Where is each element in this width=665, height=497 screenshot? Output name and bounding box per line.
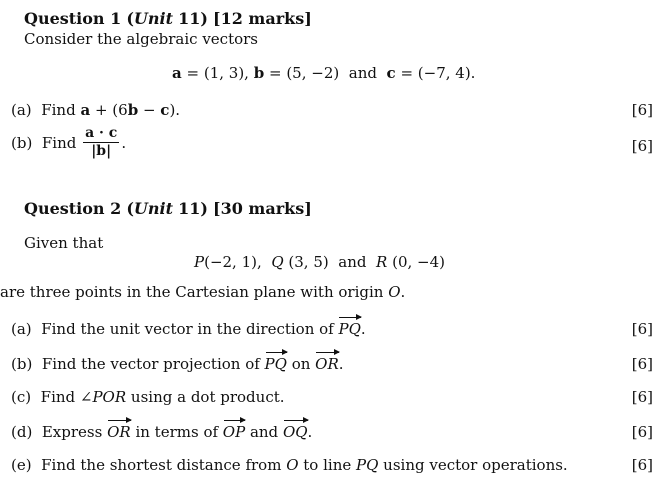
question-2-title: Question 2 [24,199,122,218]
unit-word: Unit [133,9,173,28]
expr-end: ). [169,101,181,119]
part-end: . [121,133,127,152]
fraction [83,126,119,160]
point-q-name: Q [271,253,284,271]
vector-b-value: = (5, −2) [264,64,340,82]
given-that: Given that [24,234,104,252]
part-label: (b) [11,133,33,152]
vector-pq: PQ [264,355,287,373]
question-2-part-d-marks: [6] [631,423,653,441]
part-text: Find the vector projection of [41,355,265,373]
vector-op: OP [222,423,246,441]
question-2-part-c-marks: [6] [631,388,653,406]
line-pq: PQ [356,456,379,474]
part-text: Express [41,423,108,441]
and-word: and [348,64,377,82]
question-2-part-e-marks: [6] [631,456,653,474]
point-p-name: P [194,253,205,271]
question-2-part-d [11,423,312,441]
expr-b: b [127,101,139,119]
question-1-header [24,9,312,28]
part-label: (c) [11,388,32,406]
part-text: Find ∠ [40,388,93,406]
part-text-end: using vector operations. [378,456,568,474]
expr-minus: − [138,101,161,119]
vector-or: OR [107,423,131,441]
angle-por: POR [92,388,127,406]
part-text-line: to line [298,456,356,474]
and-word: and [338,253,367,271]
question-1-intro: Consider the algebraic vectors [24,30,258,48]
origin-symbol: O [286,456,299,474]
fraction-numerator: a · c [83,126,119,143]
question-2-marks: [30 marks] [213,199,312,218]
question-1-title: Question 1 [24,9,122,28]
statement-end: . [400,283,406,301]
expr-c: c [160,101,170,119]
expr-a: a [80,101,91,119]
point-p-value: (−2, 1), [204,253,262,271]
part-text-end: using a dot product. [126,388,285,406]
part-label: (b) [11,355,33,373]
vector-a-value: = (1, 3), [181,64,249,82]
vector-or: OR [315,355,339,373]
vector-a-name: a [172,64,182,82]
part-label: (a) [11,101,32,119]
part-text-terms: in terms of [130,423,223,441]
part-text-on: on [286,355,316,373]
statement-text: are three points in the Cartesian plane with origin [0,283,389,301]
question-2-part-a-marks: [6] [631,320,653,338]
part-text-end: . [338,355,344,373]
vector-oq: OQ [282,423,308,441]
question-2-part-c [11,388,285,406]
point-r-value: (0, −4) [392,253,446,271]
unit-open-paren: ( [126,9,134,28]
question-2-part-b [11,355,344,373]
vector-definitions [172,64,475,82]
statement [0,283,405,301]
part-text: Find [41,101,81,119]
vector-c-value: = (−7, 4). [395,64,476,82]
unit-open-paren: ( [126,199,134,218]
part-text: Find the unit vector in the direction of [41,320,339,338]
vector-pq: PQ [338,320,361,338]
question-1-part-b-marks: [6] [631,137,653,155]
part-text-end: . [307,423,313,441]
unit-number: 11) [178,9,208,28]
question-2-part-e [11,456,568,474]
question-1-part-a [11,101,180,119]
question-1-part-b [11,126,126,160]
point-q-value: (3, 5) [288,253,329,271]
question-2-part-b-marks: [6] [631,355,653,373]
question-1-marks: [12 marks] [213,9,312,28]
vector-c-name: c [386,64,396,82]
unit-number: 11) [178,199,208,218]
part-label: (e) [11,456,32,474]
fraction-denominator: |b| [91,143,112,160]
unit-word: Unit [133,199,173,218]
question-2-header [24,199,312,218]
part-text: Find [41,133,82,152]
part-label: (d) [11,423,33,441]
origin-symbol: O [388,283,401,301]
expr-mid: + (6 [90,101,128,119]
part-text-end: . [360,320,366,338]
part-text: Find the shortest distance from [41,456,287,474]
point-r-name: R [376,253,388,271]
point-definitions [194,253,445,271]
vector-b-name: b [253,64,265,82]
question-1-part-a-marks: [6] [631,101,653,119]
part-label: (a) [11,320,32,338]
question-2-part-a [11,320,366,338]
part-text-and: and [245,423,283,441]
